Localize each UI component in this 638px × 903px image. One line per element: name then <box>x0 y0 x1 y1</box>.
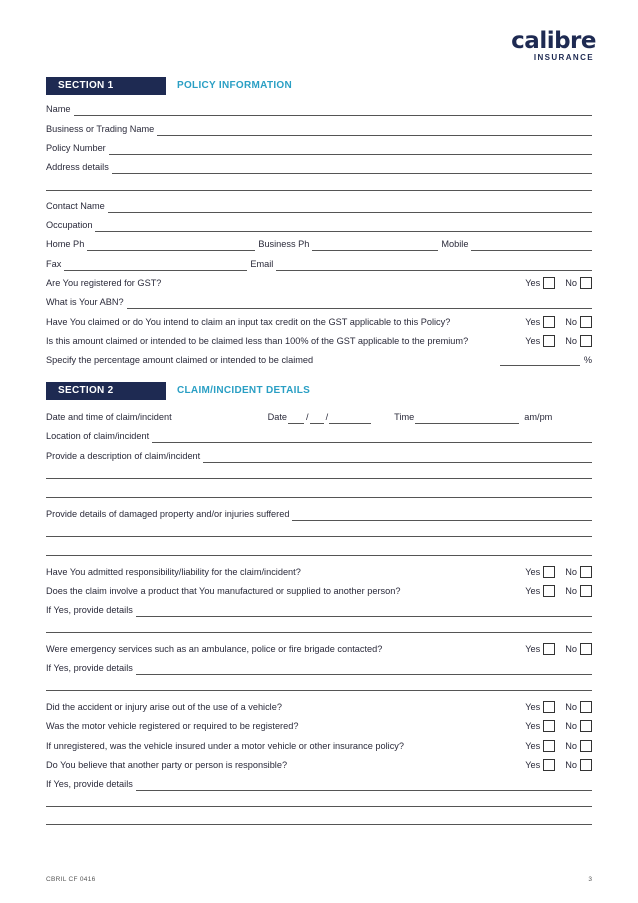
business-label: Business or Trading Name <box>46 124 155 134</box>
itc-no-checkbox[interactable] <box>580 316 592 328</box>
section-2-label: SECTION 2 <box>46 382 166 400</box>
policy-number-field[interactable] <box>109 144 592 155</box>
fax-label: Fax <box>46 259 62 269</box>
date-day-field[interactable] <box>288 413 304 424</box>
anotherparty-row <box>46 758 592 772</box>
date-year-field[interactable] <box>329 413 371 424</box>
description-row <box>46 449 592 463</box>
business-ph-field[interactable] <box>312 240 438 251</box>
gst-no-checkbox[interactable] <box>580 277 592 289</box>
vehicle-label: Did the accident or injury arise out of the use of a vehicle? <box>46 702 282 712</box>
ampm-label: am/pm <box>524 412 553 422</box>
ifyes-field-3[interactable] <box>136 780 592 791</box>
lessthan-yes-checkbox[interactable] <box>543 335 555 347</box>
occupation-row <box>46 218 592 232</box>
address-label: Address details <box>46 162 109 172</box>
yes-label: Yes <box>525 644 541 654</box>
admitted-row <box>46 565 592 579</box>
occupation-field[interactable] <box>95 221 592 232</box>
abn-label: What is Your ABN? <box>46 297 124 307</box>
unregistered-yes-checkbox[interactable] <box>543 740 555 752</box>
emergency-yes-checkbox[interactable] <box>543 643 555 655</box>
ifyes-field-2-line-2[interactable] <box>46 690 592 691</box>
logo-sub: INSURANCE <box>533 53 594 62</box>
no-label: No <box>565 702 577 712</box>
gst-row <box>46 276 592 290</box>
ifyes-field-2[interactable] <box>136 664 592 675</box>
lessthan-row <box>46 334 592 348</box>
yes-label: Yes <box>525 567 541 577</box>
policy-label: Policy Number <box>46 143 106 153</box>
no-label: No <box>565 317 577 327</box>
product-row <box>46 584 592 598</box>
lessthan-no-checkbox[interactable] <box>580 335 592 347</box>
unregistered-no-checkbox[interactable] <box>580 740 592 752</box>
logo-name: calibre <box>511 28 596 54</box>
damaged-field-line-2[interactable] <box>46 536 592 537</box>
no-label: No <box>565 721 577 731</box>
itc-label: Have You claimed or do You intend to claim an input tax credit on the GST applicable to this Policy? <box>46 317 451 327</box>
registered-label: Was the motor vehicle registered or required to be registered? <box>46 721 299 731</box>
gst-label: Are You registered for GST? <box>46 278 162 288</box>
description-field-line-2[interactable] <box>46 478 592 479</box>
anotherparty-no-checkbox[interactable] <box>580 759 592 771</box>
emergency-label: Were emergency services such as an ambulance, police or fire brigade contacted? <box>46 644 383 654</box>
contact-label: Contact Name <box>46 201 105 211</box>
time-label: Time <box>394 412 415 422</box>
time-field[interactable] <box>415 413 519 424</box>
business-ph-label: Business Ph <box>258 239 310 249</box>
ifyes-label: If Yes, provide details <box>46 663 133 673</box>
contact-row <box>46 199 592 213</box>
calibre-logo <box>511 30 596 62</box>
ifyes-field-1[interactable] <box>136 606 592 617</box>
business-field[interactable] <box>157 125 592 136</box>
admitted-label: Have You admitted responsibility/liability for the claim/incident? <box>46 567 301 577</box>
yes-label: Yes <box>525 336 541 346</box>
datetime-label: Date and time of claim/incident <box>46 412 172 422</box>
location-field[interactable] <box>152 432 592 443</box>
yes-label: Yes <box>525 760 541 770</box>
no-label: No <box>565 336 577 346</box>
date-slash-1: / <box>306 412 309 422</box>
itc-row <box>46 315 592 329</box>
mobile-field[interactable] <box>471 240 592 251</box>
ifyes-label: If Yes, provide details <box>46 779 133 789</box>
yes-label: Yes <box>525 741 541 751</box>
fax-row <box>46 257 592 271</box>
registered-no-checkbox[interactable] <box>580 720 592 732</box>
contact-name-field[interactable] <box>108 202 592 213</box>
no-label: No <box>565 567 577 577</box>
damaged-row <box>46 507 592 521</box>
damaged-field-line-3[interactable] <box>46 555 592 556</box>
abn-field[interactable] <box>127 298 592 309</box>
section-2-title: CLAIM/INCIDENT DETAILS <box>177 385 311 396</box>
admitted-no-checkbox[interactable] <box>580 566 592 578</box>
registered-row <box>46 719 592 733</box>
unregistered-label: If unregistered, was the vehicle insured under a motor vehicle or other insurance policy? <box>46 741 404 751</box>
yes-label: Yes <box>525 586 541 596</box>
no-label: No <box>565 586 577 596</box>
ifyes-field-1-line-2[interactable] <box>46 632 592 633</box>
anotherparty-label: Do You believe that another party or person is responsible? <box>46 760 288 770</box>
policy-row <box>46 141 592 155</box>
page-number: 3 <box>588 876 592 883</box>
business-row <box>46 122 592 136</box>
yes-label: Yes <box>525 702 541 712</box>
product-label: Does the claim involve a product that You manufactured or supplied to another person? <box>46 586 401 596</box>
registered-yes-checkbox[interactable] <box>543 720 555 732</box>
vehicle-row <box>46 700 592 714</box>
percentage-row <box>46 353 592 367</box>
occupation-label: Occupation <box>46 220 93 230</box>
damaged-label: Provide details of damaged property and/or injuries suffered <box>46 509 290 519</box>
name-row <box>46 102 592 116</box>
vehicle-yes-checkbox[interactable] <box>543 701 555 713</box>
datetime-row <box>46 410 592 424</box>
ifyes-row-2 <box>46 661 592 675</box>
unregistered-row <box>46 739 592 753</box>
no-label: No <box>565 644 577 654</box>
admitted-yes-checkbox[interactable] <box>543 566 555 578</box>
emergency-row <box>46 642 592 656</box>
no-label: No <box>565 278 577 288</box>
ifyes-field-3-line-2[interactable] <box>46 806 592 807</box>
no-label: No <box>565 741 577 751</box>
product-yes-checkbox[interactable] <box>543 585 555 597</box>
description-label: Provide a description of claim/incident <box>46 451 201 461</box>
lessthan-label: Is this amount claimed or intended to be claimed less than 100% of the GST applicable to the premium? <box>46 336 469 346</box>
email-label: Email <box>250 259 274 269</box>
date-label: Date <box>267 412 288 422</box>
name-field[interactable] <box>74 105 592 116</box>
home-ph-field[interactable] <box>87 240 255 251</box>
yes-label: Yes <box>525 721 541 731</box>
phone-row <box>46 237 592 251</box>
fax-field[interactable] <box>64 260 247 271</box>
no-label: No <box>565 760 577 770</box>
mobile-label: Mobile <box>441 239 469 249</box>
gst-yes-checkbox[interactable] <box>543 277 555 289</box>
section-1-label: SECTION 1 <box>46 77 166 95</box>
location-label: Location of claim/incident <box>46 431 150 441</box>
vehicle-no-checkbox[interactable] <box>580 701 592 713</box>
percent-sign: % <box>583 355 592 365</box>
location-row <box>46 429 592 443</box>
description-field[interactable] <box>203 452 592 463</box>
itc-yes-checkbox[interactable] <box>543 316 555 328</box>
section-1-title: POLICY INFORMATION <box>177 80 293 91</box>
yes-label: Yes <box>525 317 541 327</box>
percentage-label: Specify the percentage amount claimed or intended to be claimed <box>46 355 314 365</box>
address-field[interactable] <box>112 163 592 174</box>
email-field[interactable] <box>276 260 592 271</box>
abn-row <box>46 295 592 309</box>
anotherparty-yes-checkbox[interactable] <box>543 759 555 771</box>
name-label: Name <box>46 104 71 114</box>
percentage-field[interactable] <box>500 355 580 366</box>
date-slash-2: / <box>325 412 329 422</box>
product-no-checkbox[interactable] <box>580 585 592 597</box>
ifyes-row-1 <box>46 603 592 617</box>
damaged-field[interactable] <box>292 510 592 521</box>
home-ph-label: Home Ph <box>46 239 85 249</box>
ifyes-row-3 <box>46 777 592 791</box>
date-month-field[interactable] <box>310 413 324 424</box>
description-field-line-3[interactable] <box>46 497 592 498</box>
address-row <box>46 160 592 174</box>
ifyes-field-3-line-3[interactable] <box>46 824 592 825</box>
yes-label: Yes <box>525 278 541 288</box>
footer-code: CBRIL CF 0416 <box>46 876 96 883</box>
address-field-line-2[interactable] <box>46 190 592 191</box>
ifyes-label: If Yes, provide details <box>46 605 133 615</box>
emergency-no-checkbox[interactable] <box>580 643 592 655</box>
